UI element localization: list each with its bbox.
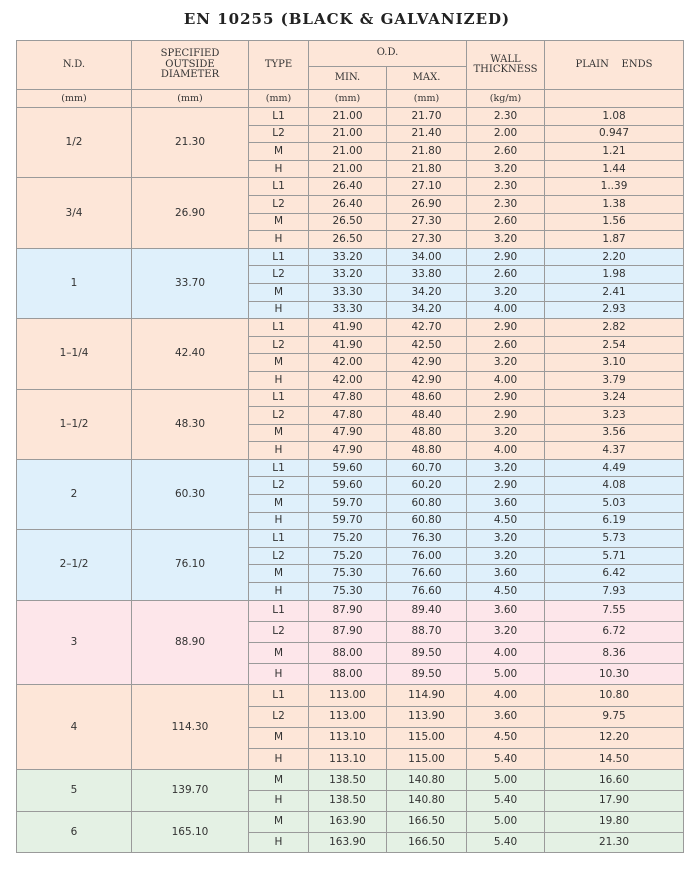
max-cell: 89.50 bbox=[387, 664, 467, 685]
plain-cell: 1..39 bbox=[545, 178, 684, 196]
type-cell: L1 bbox=[249, 389, 309, 407]
type-cell: M bbox=[249, 424, 309, 442]
max-cell: 89.40 bbox=[387, 600, 467, 621]
max-cell: 34.20 bbox=[387, 283, 467, 301]
max-cell: 48.60 bbox=[387, 389, 467, 407]
table-row bbox=[17, 248, 684, 266]
type-cell: L1 bbox=[249, 459, 309, 477]
unit-cell: (mm) bbox=[132, 90, 249, 108]
wall-cell: 4.00 bbox=[467, 301, 545, 319]
type-cell: L2 bbox=[249, 266, 309, 284]
min-cell: 75.20 bbox=[309, 547, 387, 565]
table-row bbox=[17, 108, 684, 126]
header-od: O.D. bbox=[309, 41, 467, 67]
nominal-diameter-cell: 1/2 bbox=[17, 108, 132, 178]
nominal-diameter-cell: 1 bbox=[17, 248, 132, 318]
min-cell: 26.40 bbox=[309, 195, 387, 213]
max-cell: 27.30 bbox=[387, 213, 467, 231]
table-row bbox=[17, 178, 684, 196]
wall-cell: 3.20 bbox=[467, 160, 545, 178]
min-cell: 138.50 bbox=[309, 790, 387, 811]
wall-cell: 3.20 bbox=[467, 424, 545, 442]
plain-cell: 19.80 bbox=[545, 811, 684, 832]
min-cell: 26.50 bbox=[309, 231, 387, 249]
nominal-diameter-cell: 4 bbox=[17, 685, 132, 770]
max-cell: 42.70 bbox=[387, 319, 467, 337]
min-cell: 21.00 bbox=[309, 143, 387, 161]
unit-cell: (kg/m) bbox=[467, 90, 545, 108]
wall-cell: 2.30 bbox=[467, 178, 545, 196]
min-cell: 87.90 bbox=[309, 600, 387, 621]
table-row bbox=[17, 811, 684, 832]
min-cell: 59.70 bbox=[309, 512, 387, 530]
plain-cell: 21.30 bbox=[545, 832, 684, 853]
max-cell: 166.50 bbox=[387, 832, 467, 853]
type-cell: H bbox=[249, 231, 309, 249]
plain-cell: 2.41 bbox=[545, 283, 684, 301]
unit-cell: (mm) bbox=[17, 90, 132, 108]
plain-cell: 1.44 bbox=[545, 160, 684, 178]
type-cell: M bbox=[249, 213, 309, 231]
type-cell: H bbox=[249, 748, 309, 769]
wall-cell: 2.90 bbox=[467, 248, 545, 266]
plain-cell: 3.24 bbox=[545, 389, 684, 407]
header-type: TYPE bbox=[249, 41, 309, 90]
plain-cell: 7.55 bbox=[545, 600, 684, 621]
type-cell: M bbox=[249, 727, 309, 748]
outside-diameter-cell: 165.10 bbox=[132, 811, 249, 853]
min-cell: 42.00 bbox=[309, 371, 387, 389]
type-cell: M bbox=[249, 354, 309, 372]
min-cell: 33.30 bbox=[309, 283, 387, 301]
plain-cell: 4.49 bbox=[545, 459, 684, 477]
nominal-diameter-cell: 6 bbox=[17, 811, 132, 853]
table-row bbox=[17, 389, 684, 407]
plain-cell: 0.947 bbox=[545, 125, 684, 143]
table-row bbox=[17, 685, 684, 706]
type-cell: H bbox=[249, 664, 309, 685]
type-cell: H bbox=[249, 512, 309, 530]
unit-cell: (mm) bbox=[249, 90, 309, 108]
type-cell: M bbox=[249, 143, 309, 161]
max-cell: 115.00 bbox=[387, 748, 467, 769]
max-cell: 114.90 bbox=[387, 685, 467, 706]
min-cell: 47.90 bbox=[309, 424, 387, 442]
type-cell: H bbox=[249, 583, 309, 601]
wall-cell: 4.50 bbox=[467, 727, 545, 748]
wall-cell: 4.00 bbox=[467, 371, 545, 389]
outside-diameter-cell: 33.70 bbox=[132, 248, 249, 318]
header-od-min: MIN. bbox=[309, 67, 387, 90]
nominal-diameter-cell: 1–1/2 bbox=[17, 389, 132, 459]
wall-cell: 3.20 bbox=[467, 459, 545, 477]
plain-cell: 10.80 bbox=[545, 685, 684, 706]
min-cell: 75.30 bbox=[309, 565, 387, 583]
max-cell: 27.10 bbox=[387, 178, 467, 196]
nominal-diameter-cell: 2 bbox=[17, 459, 132, 529]
type-cell: L1 bbox=[249, 319, 309, 337]
max-cell: 76.00 bbox=[387, 547, 467, 565]
type-cell: H bbox=[249, 160, 309, 178]
plain-cell: 4.37 bbox=[545, 442, 684, 460]
outside-diameter-cell: 76.10 bbox=[132, 530, 249, 600]
plain-cell: 2.20 bbox=[545, 248, 684, 266]
min-cell: 163.90 bbox=[309, 832, 387, 853]
wall-cell: 3.20 bbox=[467, 354, 545, 372]
min-cell: 88.00 bbox=[309, 643, 387, 664]
header-wall-thickness bbox=[467, 41, 545, 90]
max-cell: 27.30 bbox=[387, 231, 467, 249]
plain-cell: 5.71 bbox=[545, 547, 684, 565]
type-cell: M bbox=[249, 643, 309, 664]
type-cell: L1 bbox=[249, 178, 309, 196]
type-cell: L2 bbox=[249, 547, 309, 565]
max-cell: 60.80 bbox=[387, 512, 467, 530]
max-cell: 76.60 bbox=[387, 565, 467, 583]
type-cell: H bbox=[249, 301, 309, 319]
outside-diameter-cell: 88.90 bbox=[132, 600, 249, 685]
nominal-diameter-cell: 3 bbox=[17, 600, 132, 685]
table-row bbox=[17, 319, 684, 337]
nominal-diameter-cell: 1–1/4 bbox=[17, 319, 132, 389]
max-cell: 113.90 bbox=[387, 706, 467, 727]
max-cell: 42.50 bbox=[387, 336, 467, 354]
max-cell: 34.00 bbox=[387, 248, 467, 266]
plain-cell: 16.60 bbox=[545, 770, 684, 791]
plain-cell: 1.87 bbox=[545, 231, 684, 249]
units-row bbox=[17, 90, 684, 108]
plain-cell: 5.03 bbox=[545, 495, 684, 513]
min-cell: 87.90 bbox=[309, 621, 387, 642]
wall-cell: 5.00 bbox=[467, 770, 545, 791]
outside-diameter-cell: 26.90 bbox=[132, 178, 249, 248]
header-sod-line: DIAMETER bbox=[160, 69, 220, 81]
max-cell: 166.50 bbox=[387, 811, 467, 832]
min-cell: 41.90 bbox=[309, 336, 387, 354]
nominal-diameter-cell: 3/4 bbox=[17, 178, 132, 248]
min-cell: 75.20 bbox=[309, 530, 387, 548]
wall-cell: 3.20 bbox=[467, 231, 545, 249]
type-cell: L2 bbox=[249, 336, 309, 354]
wall-cell: 3.60 bbox=[467, 565, 545, 583]
plain-cell: 10.30 bbox=[545, 664, 684, 685]
max-cell: 48.80 bbox=[387, 424, 467, 442]
wall-cell: 4.00 bbox=[467, 643, 545, 664]
outside-diameter-cell: 48.30 bbox=[132, 389, 249, 459]
wall-cell: 4.50 bbox=[467, 512, 545, 530]
plain-cell: 2.93 bbox=[545, 301, 684, 319]
plain-cell: 12.20 bbox=[545, 727, 684, 748]
plain-cell: 3.23 bbox=[545, 407, 684, 425]
min-cell: 21.00 bbox=[309, 125, 387, 143]
max-cell: 21.80 bbox=[387, 143, 467, 161]
table-row bbox=[17, 770, 684, 791]
min-cell: 33.20 bbox=[309, 266, 387, 284]
max-cell: 42.90 bbox=[387, 371, 467, 389]
type-cell: L1 bbox=[249, 600, 309, 621]
nominal-diameter-cell: 5 bbox=[17, 770, 132, 812]
max-cell: 115.00 bbox=[387, 727, 467, 748]
type-cell: L2 bbox=[249, 477, 309, 495]
wall-cell: 3.20 bbox=[467, 621, 545, 642]
wall-cell: 4.00 bbox=[467, 685, 545, 706]
plain-cell: 2.54 bbox=[545, 336, 684, 354]
max-cell: 60.20 bbox=[387, 477, 467, 495]
type-cell: L1 bbox=[249, 108, 309, 126]
min-cell: 47.80 bbox=[309, 407, 387, 425]
min-cell: 75.30 bbox=[309, 583, 387, 601]
max-cell: 60.80 bbox=[387, 495, 467, 513]
max-cell: 21.80 bbox=[387, 160, 467, 178]
type-cell: M bbox=[249, 495, 309, 513]
wall-cell: 2.60 bbox=[467, 336, 545, 354]
wall-cell: 4.50 bbox=[467, 583, 545, 601]
min-cell: 47.80 bbox=[309, 389, 387, 407]
type-cell: L2 bbox=[249, 706, 309, 727]
wall-cell: 2.60 bbox=[467, 213, 545, 231]
unit-cell bbox=[545, 90, 684, 108]
header-specified-outside-diameter bbox=[132, 41, 249, 90]
plain-cell: 2.82 bbox=[545, 319, 684, 337]
min-cell: 138.50 bbox=[309, 770, 387, 791]
type-cell: M bbox=[249, 770, 309, 791]
wall-cell: 3.60 bbox=[467, 495, 545, 513]
plain-cell: 6.72 bbox=[545, 621, 684, 642]
plain-cell: 5.73 bbox=[545, 530, 684, 548]
wall-cell: 3.20 bbox=[467, 530, 545, 548]
plain-cell: 4.08 bbox=[545, 477, 684, 495]
type-cell: M bbox=[249, 283, 309, 301]
wall-cell: 3.20 bbox=[467, 547, 545, 565]
min-cell: 113.10 bbox=[309, 748, 387, 769]
plain-cell: 6.42 bbox=[545, 565, 684, 583]
max-cell: 48.80 bbox=[387, 442, 467, 460]
wall-cell: 2.90 bbox=[467, 407, 545, 425]
plain-cell: 6.19 bbox=[545, 512, 684, 530]
header-sod-line: OUTSIDE bbox=[165, 58, 215, 70]
min-cell: 88.00 bbox=[309, 664, 387, 685]
header-wall-line: WALL bbox=[490, 53, 521, 65]
wall-cell: 2.90 bbox=[467, 389, 545, 407]
wall-cell: 5.40 bbox=[467, 790, 545, 811]
plain-cell: 8.36 bbox=[545, 643, 684, 664]
outside-diameter-cell: 21.30 bbox=[132, 108, 249, 178]
header-sod-line: SPECIFIED bbox=[160, 48, 220, 60]
outside-diameter-cell: 139.70 bbox=[132, 770, 249, 812]
max-cell: 21.40 bbox=[387, 125, 467, 143]
plain-cell: 17.90 bbox=[545, 790, 684, 811]
plain-cell: 7.93 bbox=[545, 583, 684, 601]
plain-cell: 3.79 bbox=[545, 371, 684, 389]
wall-cell: 5.40 bbox=[467, 748, 545, 769]
max-cell: 21.70 bbox=[387, 108, 467, 126]
plain-cell: 3.10 bbox=[545, 354, 684, 372]
wall-cell: 5.00 bbox=[467, 811, 545, 832]
type-cell: H bbox=[249, 371, 309, 389]
header-plain-ends: PLAIN ENDS bbox=[545, 41, 684, 90]
max-cell: 26.90 bbox=[387, 195, 467, 213]
type-cell: H bbox=[249, 832, 309, 853]
max-cell: 140.80 bbox=[387, 790, 467, 811]
type-cell: L1 bbox=[249, 530, 309, 548]
type-cell: L1 bbox=[249, 685, 309, 706]
unit-cell: (mm) bbox=[387, 90, 467, 108]
min-cell: 33.30 bbox=[309, 301, 387, 319]
wall-cell: 4.00 bbox=[467, 442, 545, 460]
type-cell: L2 bbox=[249, 407, 309, 425]
max-cell: 34.20 bbox=[387, 301, 467, 319]
type-cell: L2 bbox=[249, 621, 309, 642]
wall-cell: 2.60 bbox=[467, 143, 545, 161]
min-cell: 26.50 bbox=[309, 213, 387, 231]
plain-cell: 1.21 bbox=[545, 143, 684, 161]
max-cell: 42.90 bbox=[387, 354, 467, 372]
wall-cell: 2.90 bbox=[467, 319, 545, 337]
nominal-diameter-cell: 2–1/2 bbox=[17, 530, 132, 600]
wall-cell: 5.40 bbox=[467, 832, 545, 853]
wall-cell: 2.30 bbox=[467, 108, 545, 126]
min-cell: 59.60 bbox=[309, 459, 387, 477]
outside-diameter-cell: 114.30 bbox=[132, 685, 249, 770]
table-row bbox=[17, 530, 684, 548]
plain-cell: 1.56 bbox=[545, 213, 684, 231]
max-cell: 76.60 bbox=[387, 583, 467, 601]
type-cell: M bbox=[249, 811, 309, 832]
min-cell: 59.70 bbox=[309, 495, 387, 513]
type-cell: M bbox=[249, 565, 309, 583]
min-cell: 163.90 bbox=[309, 811, 387, 832]
min-cell: 21.00 bbox=[309, 160, 387, 178]
max-cell: 76.30 bbox=[387, 530, 467, 548]
unit-cell: (mm) bbox=[309, 90, 387, 108]
max-cell: 60.70 bbox=[387, 459, 467, 477]
outside-diameter-cell: 42.40 bbox=[132, 319, 249, 389]
plain-cell: 1.38 bbox=[545, 195, 684, 213]
min-cell: 59.60 bbox=[309, 477, 387, 495]
plain-cell: 1.98 bbox=[545, 266, 684, 284]
plain-cell: 9.75 bbox=[545, 706, 684, 727]
outside-diameter-cell: 60.30 bbox=[132, 459, 249, 529]
wall-cell: 2.90 bbox=[467, 477, 545, 495]
min-cell: 42.00 bbox=[309, 354, 387, 372]
wall-cell: 2.30 bbox=[467, 195, 545, 213]
wall-cell: 3.60 bbox=[467, 600, 545, 621]
min-cell: 113.00 bbox=[309, 685, 387, 706]
type-cell: L1 bbox=[249, 248, 309, 266]
plain-cell: 14.50 bbox=[545, 748, 684, 769]
pipe-spec-table bbox=[16, 40, 684, 853]
min-cell: 47.90 bbox=[309, 442, 387, 460]
wall-cell: 3.20 bbox=[467, 283, 545, 301]
min-cell: 21.00 bbox=[309, 108, 387, 126]
type-cell: L2 bbox=[249, 195, 309, 213]
wall-cell: 2.00 bbox=[467, 125, 545, 143]
max-cell: 140.80 bbox=[387, 770, 467, 791]
type-cell: H bbox=[249, 442, 309, 460]
wall-cell: 2.60 bbox=[467, 266, 545, 284]
min-cell: 26.40 bbox=[309, 178, 387, 196]
header-wall-line: THICKNESS bbox=[473, 64, 538, 75]
plain-cell: 3.56 bbox=[545, 424, 684, 442]
table-row bbox=[17, 459, 684, 477]
max-cell: 89.50 bbox=[387, 643, 467, 664]
min-cell: 33.20 bbox=[309, 248, 387, 266]
table-row bbox=[17, 600, 684, 621]
max-cell: 88.70 bbox=[387, 621, 467, 642]
max-cell: 33.80 bbox=[387, 266, 467, 284]
wall-cell: 5.00 bbox=[467, 664, 545, 685]
type-cell: H bbox=[249, 790, 309, 811]
min-cell: 41.90 bbox=[309, 319, 387, 337]
wall-cell: 3.60 bbox=[467, 706, 545, 727]
min-cell: 113.10 bbox=[309, 727, 387, 748]
min-cell: 113.00 bbox=[309, 706, 387, 727]
type-cell: L2 bbox=[249, 125, 309, 143]
max-cell: 48.40 bbox=[387, 407, 467, 425]
header-od-max: MAX. bbox=[387, 67, 467, 90]
page-title: EN 10255 (BLACK & GALVANIZED) bbox=[183, 10, 511, 28]
plain-cell: 1.08 bbox=[545, 108, 684, 126]
header-nd: N.D. bbox=[17, 41, 132, 90]
